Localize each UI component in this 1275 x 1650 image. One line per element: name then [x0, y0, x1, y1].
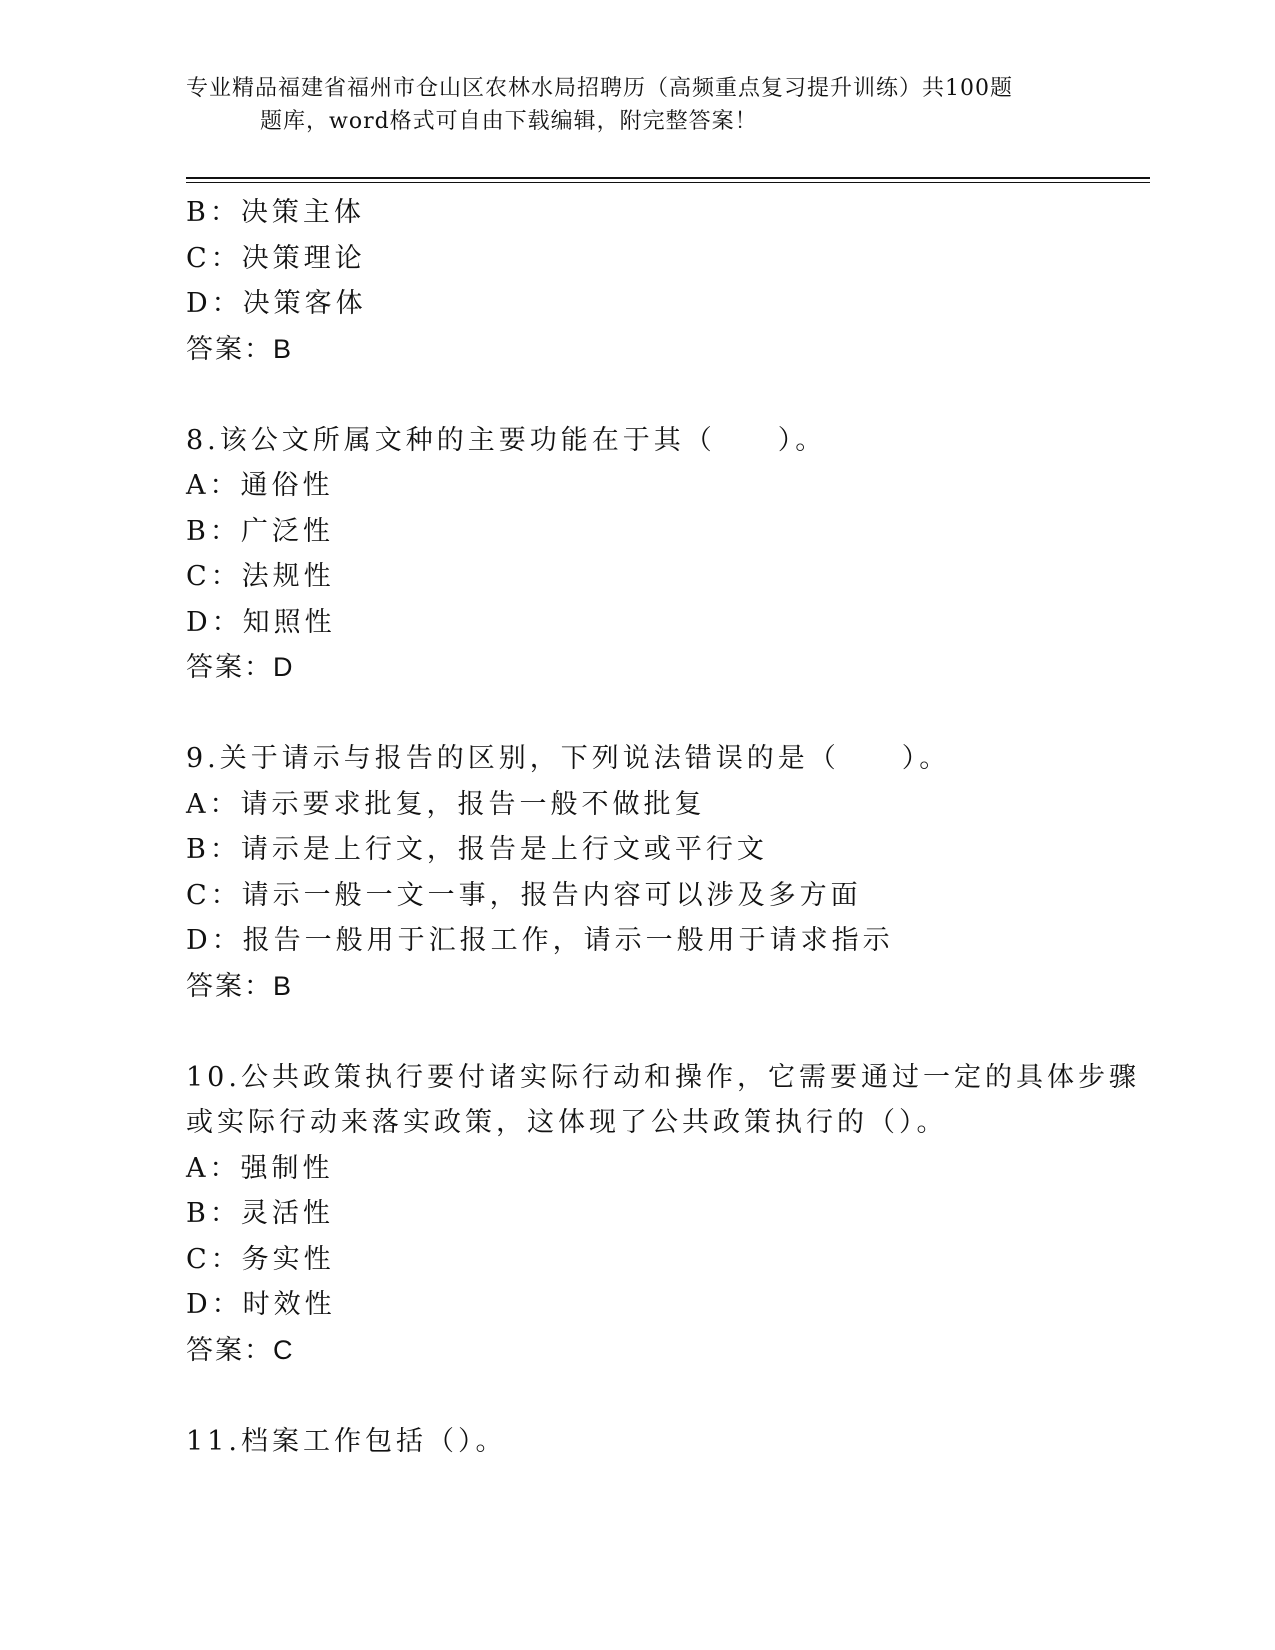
option-line: D：决策客体 [186, 288, 367, 319]
spacer [186, 691, 1126, 737]
spacer [186, 1009, 1126, 1055]
question-content [186, 190, 1140, 1464]
option-line: B：灵活性 [186, 1198, 334, 1229]
option-line: C：法规性 [186, 561, 335, 592]
option-line: D：时效性 [186, 1289, 336, 1320]
question-stem: 9.关于请示与报告的区别，下列说法错误的是（ ）。 [186, 743, 951, 774]
option-line: B：请示是上行文，报告是上行文或平行文 [186, 834, 768, 865]
answer-line: 答案：C [186, 1334, 295, 1365]
option-line: A：强制性 [186, 1152, 334, 1184]
header-divider-thick [186, 177, 1150, 179]
question-stem: 11.档案工作包括（）。 [186, 1425, 507, 1457]
question-stem: 8.该公文所属文种的主要功能在于其（ ）。 [186, 424, 827, 456]
header-divider-thin [186, 182, 1150, 183]
question-stem-line-2: 或实际行动来落实政策，这体现了公共政策执行的（）。 [186, 1107, 948, 1138]
header-title-line-2: 题库，word格式可自由下载编辑，附完整答案！ [260, 109, 758, 134]
option-line: B：广泛性 [186, 515, 334, 547]
spacer [186, 1373, 1126, 1419]
answer-line: 答案：B [186, 970, 294, 1001]
option-line: C：决策理论 [186, 242, 366, 274]
header-title-line-1: 专业精品福建省福州市仓山区农林水局招聘历（高频重点复习提升训练）共100题 [186, 76, 1013, 101]
answer-line: 答案：B [186, 333, 294, 364]
option-line: A：请示要求批复，报告一般不做批复 [186, 788, 706, 820]
spacer [186, 372, 1126, 418]
option-line: C：务实性 [186, 1243, 335, 1275]
option-line: C：请示一般一文一事，报告内容可以涉及多方面 [186, 879, 862, 911]
option-line: A：通俗性 [186, 470, 334, 501]
option-line: B：决策主体 [186, 197, 365, 228]
question-stem-line-1: 10.公共政策执行要付诸实际行动和操作，它需要通过一定的具体步骤 [186, 1061, 1140, 1093]
answer-line: 答案：D [186, 652, 295, 682]
option-line: D：知照性 [186, 606, 336, 638]
option-line: D：报告一般用于汇报工作，请示一般用于请求指示 [186, 925, 894, 956]
page-header [186, 72, 1086, 138]
